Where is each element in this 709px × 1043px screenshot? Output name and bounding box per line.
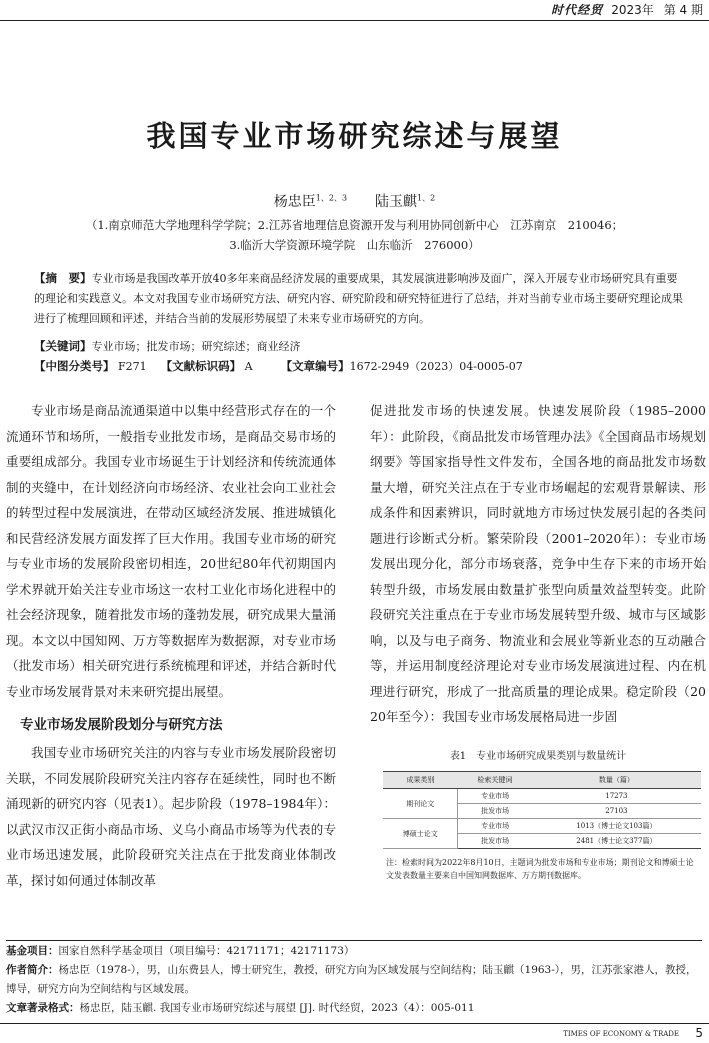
table-cell: 批发市场 — [458, 834, 532, 849]
author-superscript: 1、2、3 — [315, 193, 348, 203]
article-title: 我国专业市场研究综述与展望 — [146, 119, 563, 153]
table-group-cell: 期刊论文 — [383, 789, 458, 819]
bio-label: 作者简介： — [6, 964, 59, 976]
citation-text: 杨忠臣，陆玉麒. 我国专业市场研究综述与展望 [J]. 时代经贸，2023（4）：005-011 — [79, 1002, 475, 1014]
running-header — [0, 0, 709, 18]
author-line — [0, 191, 709, 211]
body-paragraph: 我国专业市场研究关注的内容与专业市场发展阶段密切关联，不同发展阶段研究关注内容存在延续性，同时也不断涌现新的研究内容（见表1）。起步阶段（1978–1984年）：以武汉市汉正街小商品市场、义乌小商品市场等为代表的专业市场迅速发展，此阶段研究关注点在于批发商业体制改革，探讨如何通过体制改革 — [6, 745, 336, 888]
article-number-label: 【文章编号】 — [280, 359, 350, 373]
keywords-text: 专业市场；批发市场；研究综述；商业经济 — [91, 340, 301, 353]
article-number-value: 1672-2949（2023）04-0005-07 — [349, 360, 523, 373]
page-number: 5 — [695, 1026, 703, 1040]
header-issue: 第 4 期 — [663, 3, 703, 17]
funding-text: 国家自然科学基金项目（项目编号：42171171；42171173） — [58, 945, 355, 957]
keywords-label: 【关键词】 — [34, 339, 92, 353]
abstract-label: 【摘 要】 — [34, 271, 92, 285]
author-superscript: 1、2 — [417, 193, 436, 203]
keywords — [34, 336, 684, 357]
body-column-left — [6, 398, 336, 704]
table-row — [383, 819, 701, 834]
table-note: 注：检索时间为2022年8月10日，主题词为批发市场和专业市场；期刊论文和博硕士论文发表数量主要来自中国知网数据库、万方期刊数据库。 — [386, 858, 694, 880]
author-name: 杨忠臣 — [273, 194, 316, 210]
table-cell: 专业市场 — [458, 819, 532, 834]
affiliation-line: （1.南京师范大学地理科学学院；2.江苏省地理信息资源开发与利用协同创新中心 江苏南京 210046； — [85, 218, 624, 232]
table-header-cell: 数量（篇） — [532, 772, 701, 789]
statistics-table — [383, 771, 701, 849]
bio-text: 杨忠臣（1978-），男，山东费县人，博士研究生，教授，研究方向为区域发展与空间结构；陆玉麒（1963-），男，江苏张家港人，教授，博导，研究方向为空间结构与区域发展。 — [6, 964, 697, 995]
header-rule — [0, 20, 709, 21]
journal-english-name: TIMES OF ECONOMY & TRADE — [563, 1030, 679, 1038]
table-caption: 表1 专业市场研究成果类别与数量统计 — [449, 751, 627, 762]
doc-code-value: A — [244, 360, 253, 373]
body-column-left-lower — [6, 740, 336, 893]
table-row — [383, 789, 701, 804]
table-cell: 1013（博士论文103篇） — [532, 819, 701, 834]
header-text — [551, 1, 703, 18]
table-cell: 批发市场 — [458, 804, 532, 819]
footnote-rule — [6, 940, 702, 941]
table-header-row — [383, 772, 701, 789]
citation-format — [6, 999, 704, 1018]
table-header-cell: 检索关键词 — [458, 772, 532, 789]
body-paragraph: 专业市场是商品流通渠道中以集中经营形式存在的一个流通环节和场所，一般指专业批发市场，是商品交易市场的重要组成部分。我国专业市场诞生于计划经济和传统流通体制的夹缝中，在计划经济向市场经济、农业社会向工业社会的转型过程中发展演进，在带动区域经济发展、推进城镇化和民营经济发展方面发挥了巨大作用。我国专业市场的研究与专业市场的发展阶段密切相连，20世纪80年代初期国内学术界就开始关注专业市场这一农村工业化市场化进程中的社会经济现象，随着批发市场的蓬勃发展，研究成果大量涌现。本文以中国知网、万方等数据库为数据源，对专业市场（批发市场）相关研究进行系统梳理和评述，并结合新时代专业市场发展背景对未来研究提出展望。 — [6, 403, 336, 699]
journal-name: 时代经贸 — [551, 3, 604, 17]
table-cell: 27103 — [532, 804, 701, 819]
author-name: 陆玉麒 — [375, 194, 418, 210]
table-cell: 专业市场 — [458, 789, 532, 804]
table-group-cell: 博硕士论文 — [383, 819, 458, 849]
author-bio — [6, 961, 704, 999]
table-cell: 2481（博士论文377篇） — [532, 834, 701, 849]
affiliation-line: 3.临沂大学资源环境学院 山东临沂 276000） — [229, 238, 480, 252]
body-paragraph: 促进批发市场的快速发展。快速发展阶段（1985–2000年）：此阶段，《商品批发市场管理办法》《全国商品市场规划纲要》等国家指导性文件发布，全国各地的商品批发市场数量大增，研究关注点在于专业市场崛起的宏观背景解读、形成条件和因素辨识，同时就地方市场过快发展引起的各类问题进行诊断式分析。繁荣阶段（2001–2020年）：专业市场发展出现分化，部分市场衰落，竞争中生存下来的市场开始转型升级，市场发展由数量扩张型向质量效益型转变。此阶段研究关注重点在于专业市场发展转型升级、城市与区域影响，以及与电子商务、物流业和会展业等新业态的互动融合等，并运用制度经济理论对专业市场发展演进过程、内在机理进行研究，形成了一批高质量的理论成果。稳定阶段（2020年至今）：我国专业市场发展格局进一步固 — [370, 403, 706, 724]
clc-label: 【中图分类号】 — [34, 359, 115, 373]
abstract-text: 专业市场是我国改革开放40多年来商品经济发展的重要成果，其发展演进影响涉及面广，深入开展专业市场研究具有重要的理论和实践意义。本文对我国专业市场研究方法、研究内容、研究阶段和研究特征进行了总结，并对当前专业市场主要研究理论成果进行了梳理回顾和评述，并结合当前的发展形势展望了未来专业市场研究的方向。 — [34, 272, 683, 325]
abstract — [34, 268, 684, 329]
bottom-rule — [0, 1023, 709, 1024]
funding-label: 基金项目： — [6, 945, 59, 957]
citation-label: 文章著录格式： — [6, 1002, 80, 1014]
section-heading: 专业市场发展阶段划分与研究方法 — [20, 717, 223, 733]
funding-note — [6, 942, 704, 961]
table-header-cell: 成果类别 — [383, 772, 458, 789]
header-year: 2023年 — [611, 3, 654, 17]
clc-value: F271 — [118, 360, 147, 373]
table-cell: 17273 — [532, 789, 701, 804]
classification-line — [34, 356, 684, 377]
doc-code-label: 【文献标识码】 — [160, 359, 242, 373]
body-column-right — [370, 398, 706, 730]
